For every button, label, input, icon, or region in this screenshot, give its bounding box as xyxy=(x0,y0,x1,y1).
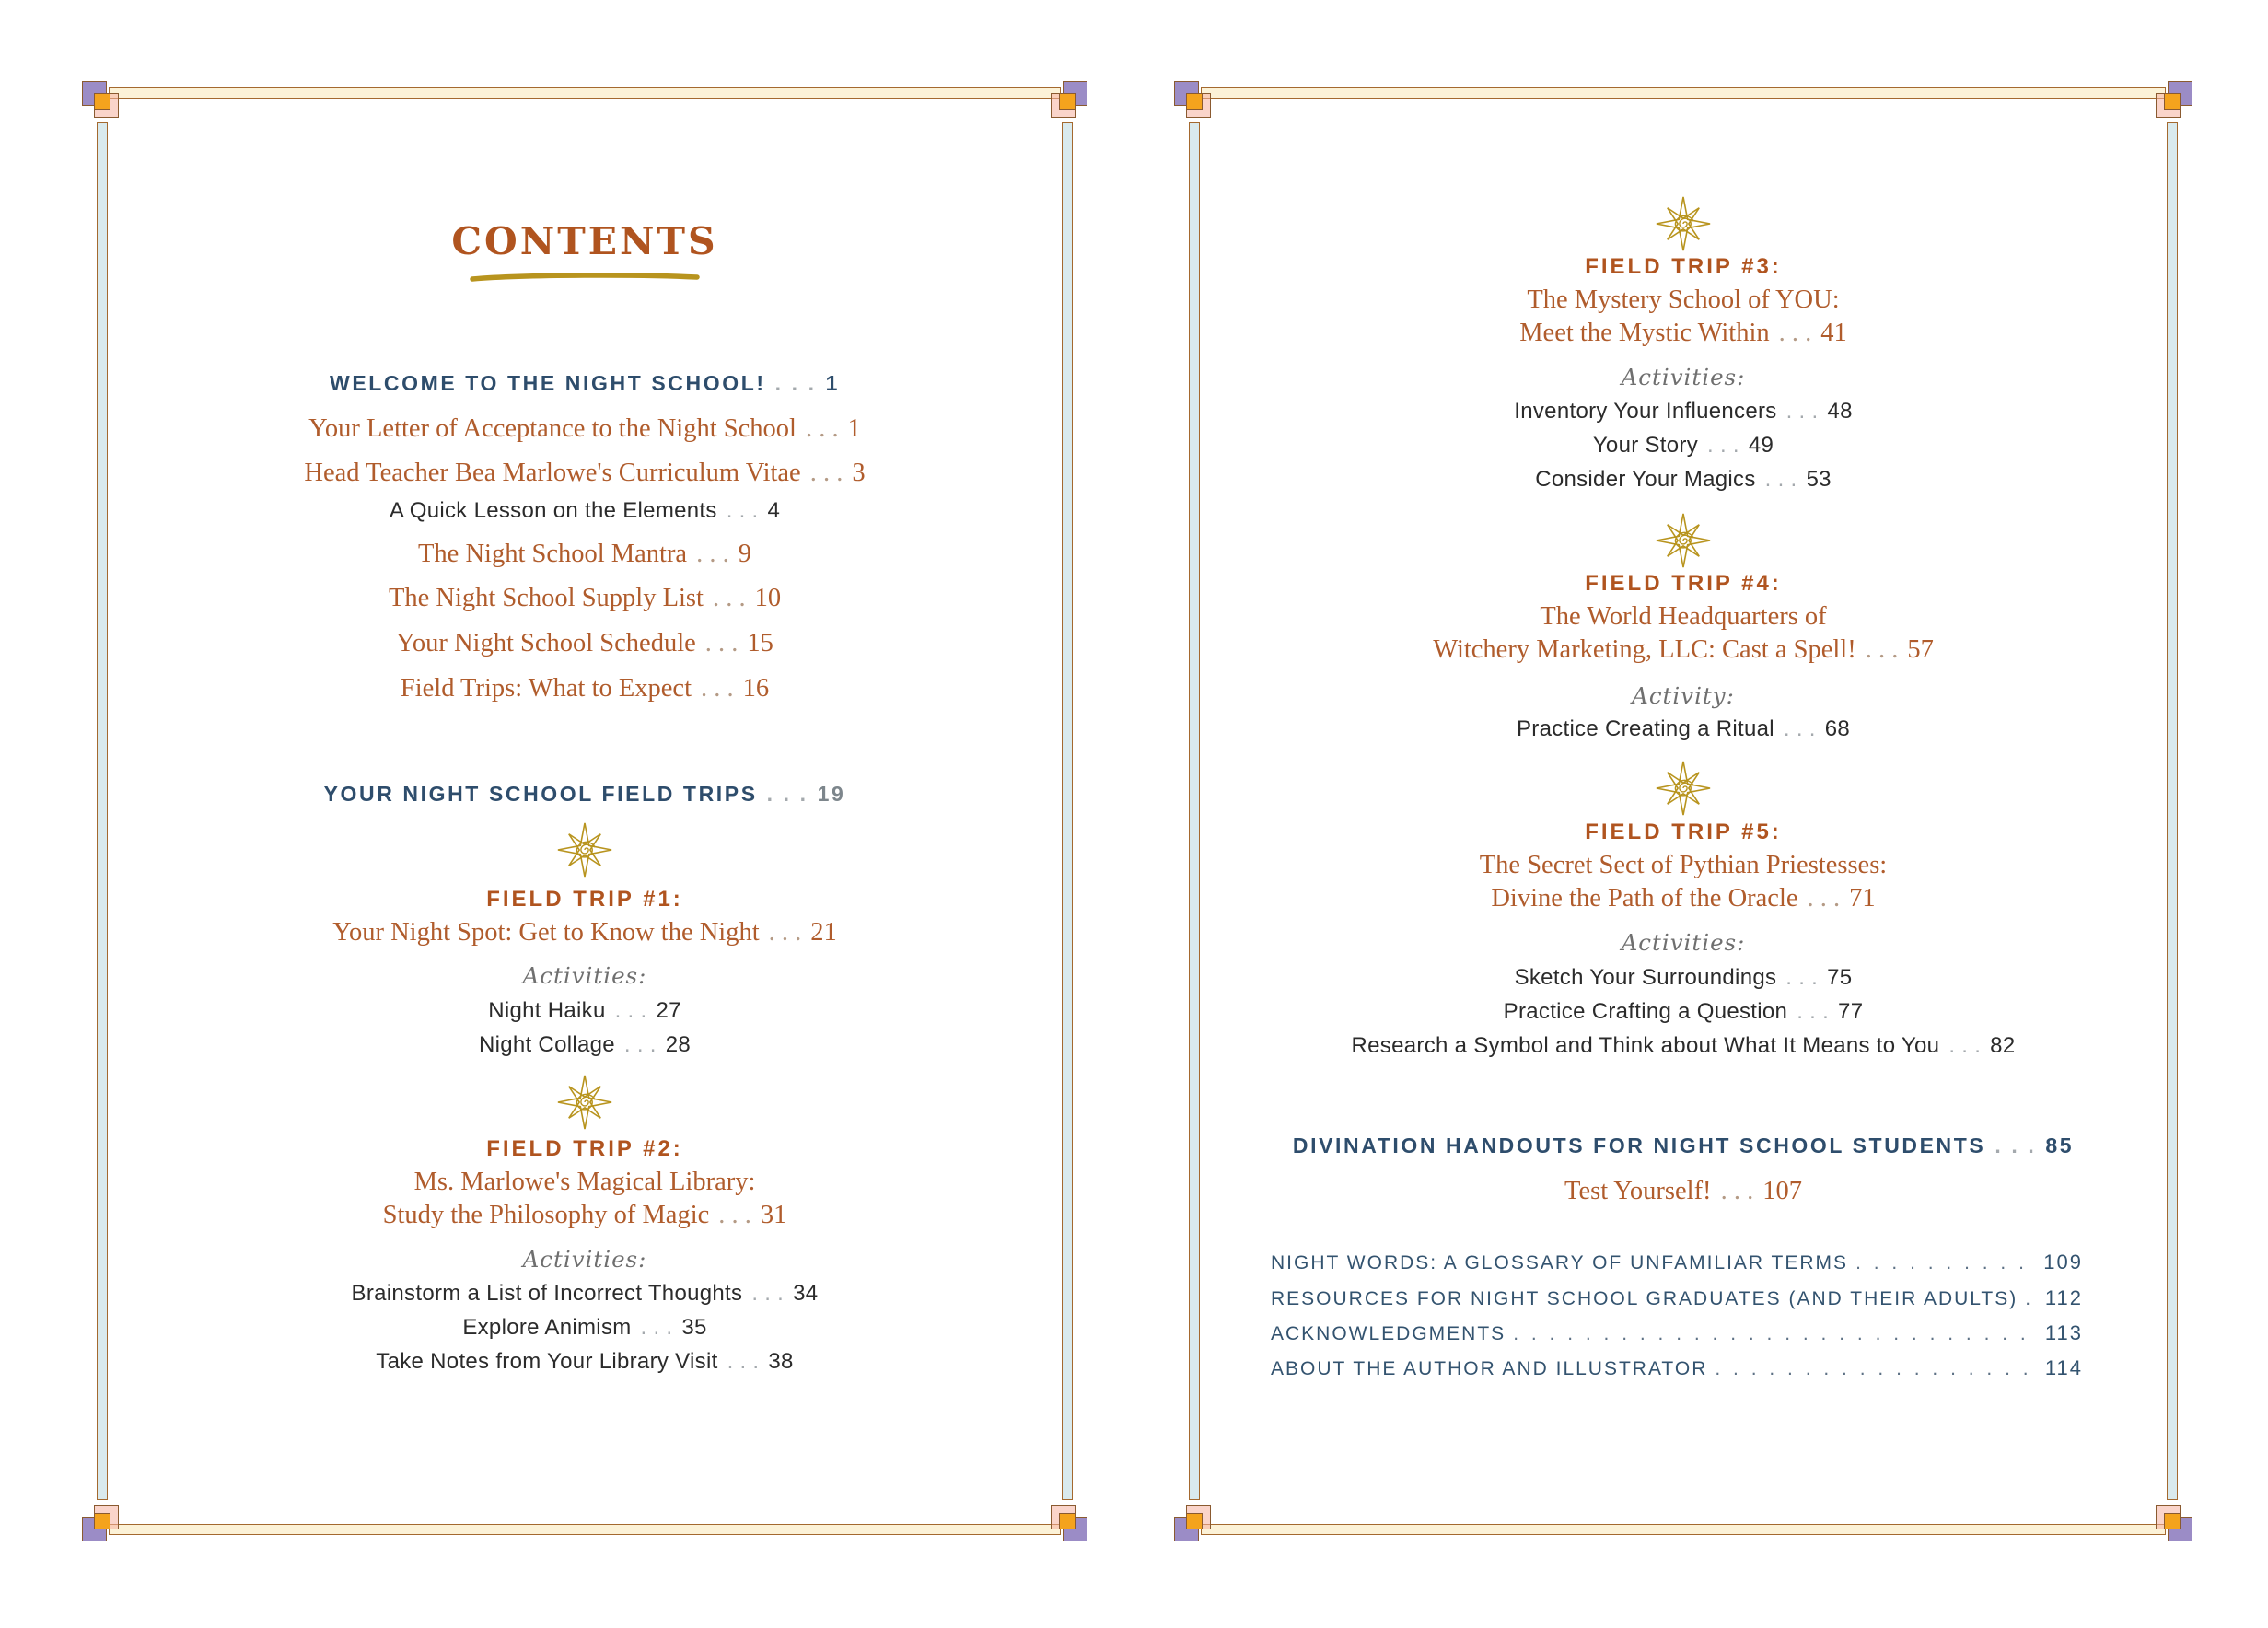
corner-ornament-bottom-right xyxy=(2154,1503,2192,1541)
activities-label: Activities: xyxy=(1621,929,1746,956)
dots-separator: . . . xyxy=(768,918,802,947)
toc-entry xyxy=(48,583,1122,614)
frame-band-top xyxy=(1201,87,2166,99)
toc-section-heading xyxy=(48,367,1122,399)
dots-separator: . . . xyxy=(623,1032,657,1057)
frame-band-bottom xyxy=(109,1524,1061,1535)
entry-label: ACKNOWLEDGMENTS xyxy=(1271,1323,1506,1344)
page-left xyxy=(48,51,1122,1579)
dots-separator: . . . xyxy=(774,371,817,395)
entry-page-number: 113 xyxy=(2044,1321,2083,1344)
frame-band-bottom xyxy=(1201,1524,2166,1535)
entry-label: Inventory Your Influencers xyxy=(1514,399,1777,424)
entry-page-number: 1 xyxy=(847,414,861,443)
dots-separator: . . . xyxy=(696,540,729,568)
entry-label: The Night School Mantra xyxy=(418,540,688,568)
entry-label: Sketch Your Surroundings xyxy=(1514,965,1777,990)
activity-entry xyxy=(1140,1030,2227,1062)
entry-page-number: 9 xyxy=(738,540,751,568)
activity-entry xyxy=(1140,962,2227,994)
star-divider-icon xyxy=(1656,761,1711,816)
entry-label: DIVINATION HANDOUTS FOR NIGHT SCHOOL STUDENTS xyxy=(1292,1134,1986,1157)
entry-label: Brainstorm a List of Incorrect Thoughts xyxy=(351,1281,743,1306)
entry-page-number: 112 xyxy=(2044,1286,2083,1309)
dots-separator: . . . xyxy=(1865,635,1899,664)
dot-leader xyxy=(1513,1320,2038,1348)
entry-label: Practice Crafting a Question xyxy=(1503,999,1788,1024)
dots-separator: . . . xyxy=(727,1349,760,1374)
frame-band-top xyxy=(109,87,1061,99)
entry-page-number: 15 xyxy=(747,629,773,657)
dots-separator: . . . xyxy=(1797,999,1830,1024)
toc-entry xyxy=(48,1167,1122,1198)
entry-label: Night Collage xyxy=(478,1032,615,1057)
dots-separator: . . . xyxy=(1807,884,1841,913)
entry-label: Witchery Marketing, LLC: Cast a Spell! xyxy=(1433,635,1856,664)
entry-label: RESOURCES FOR NIGHT SCHOOL GRADUATES (AND THEIR ADULTS) xyxy=(1271,1288,2018,1309)
toc-entry xyxy=(1140,285,2227,316)
entry-label: Explore Animism xyxy=(462,1315,632,1340)
toc-entry xyxy=(48,495,1122,527)
entry-label: Ms. Marlowe's Magical Library: xyxy=(413,1168,756,1196)
activity-entry xyxy=(48,995,1122,1027)
corner-ornament-bottom-left xyxy=(82,1503,121,1541)
activity-entry xyxy=(1140,396,2227,427)
corner-ornament-top-right xyxy=(2154,81,2192,120)
toc-entry xyxy=(1140,318,2227,349)
toc-entry xyxy=(48,628,1122,659)
entry-page-number: 4 xyxy=(767,498,781,523)
entry-label: Meet the Mystic Within xyxy=(1519,319,1770,347)
entry-page-number: 10 xyxy=(754,584,782,612)
entry-page-number: 3 xyxy=(852,459,866,487)
entry-page-number: 1 xyxy=(825,371,840,395)
toc-entry xyxy=(48,1200,1122,1231)
entry-page-number: 75 xyxy=(1827,965,1853,990)
toc-section-heading xyxy=(1140,1130,2227,1161)
activity-entry xyxy=(48,1346,1122,1378)
page-title: CONTENTS xyxy=(451,219,718,263)
entry-page-number: 34 xyxy=(793,1281,819,1306)
dots-separator: . . . xyxy=(614,998,647,1023)
field-trip-heading: FIELD TRIP #3: xyxy=(1585,254,1782,279)
entry-label: Night Haiku xyxy=(488,998,606,1023)
entry-page-number: 35 xyxy=(681,1315,707,1340)
star-divider-icon xyxy=(557,1075,612,1130)
corner-ornament-top-right xyxy=(1049,81,1087,120)
toc-entry xyxy=(1140,883,2227,914)
toc-section-heading xyxy=(48,778,1122,809)
entry-label: The Mystery School of YOU: xyxy=(1527,285,1840,314)
entry-label: ABOUT THE AUTHOR AND ILLUSTRATOR xyxy=(1271,1358,1708,1379)
field-trip-heading: FIELD TRIP #4: xyxy=(1585,571,1782,596)
toc-entry xyxy=(1140,634,2227,666)
toc-entry xyxy=(1140,1176,2227,1207)
activity-entry xyxy=(1140,996,2227,1028)
dots-separator: . . . xyxy=(640,1315,673,1340)
entry-label: Test Yourself! xyxy=(1564,1177,1712,1205)
activity-entry xyxy=(48,1029,1122,1061)
field-trip-heading: FIELD TRIP #2: xyxy=(486,1136,683,1161)
dots-separator: . . . xyxy=(1948,1033,1982,1058)
activities-label: Activities: xyxy=(522,1246,647,1273)
entry-label: Your Story xyxy=(1592,433,1699,458)
dot-leader xyxy=(1855,1250,2036,1277)
entry-label: Your Night School Schedule xyxy=(396,629,696,657)
dots-separator: . . . xyxy=(809,459,843,487)
entry-label: The World Headquarters of xyxy=(1540,602,1827,631)
entry-page-number: 68 xyxy=(1824,716,1851,741)
activities-label: Activities: xyxy=(1621,364,1746,390)
entry-page-number: 107 xyxy=(1762,1177,1802,1205)
entry-page-number: 82 xyxy=(1990,1033,2016,1058)
entry-page-number: 77 xyxy=(1838,999,1864,1024)
dots-separator: . . . xyxy=(1783,716,1816,741)
star-divider-icon xyxy=(1656,513,1711,568)
back-matter-row xyxy=(1271,1285,2083,1313)
dots-separator: . . . xyxy=(704,629,739,657)
entry-page-number: 114 xyxy=(2044,1356,2083,1379)
corner-ornament-bottom-right xyxy=(1049,1503,1087,1541)
dots-separator: . . . xyxy=(1764,467,1797,492)
entry-page-number: 57 xyxy=(1907,635,1934,664)
dots-separator: . . . xyxy=(1785,399,1819,424)
dots-separator: . . . xyxy=(1720,1177,1754,1205)
dot-leader xyxy=(1715,1355,2038,1383)
back-matter-row xyxy=(1271,1249,2083,1277)
dot-leader xyxy=(2025,1285,2038,1313)
activities-label: Activity: xyxy=(1632,682,1735,709)
dots-separator: . . . xyxy=(701,674,734,703)
title-underline xyxy=(469,272,701,283)
entry-page-number: 85 xyxy=(2045,1134,2075,1157)
back-matter-row xyxy=(1271,1355,2083,1383)
entry-page-number: 49 xyxy=(1748,433,1774,458)
star-divider-icon xyxy=(557,822,612,878)
entry-page-number: 27 xyxy=(656,998,681,1023)
entry-label: Head Teacher Bea Marlowe's Curriculum Vitae xyxy=(304,459,801,487)
entry-label: Practice Creating a Ritual xyxy=(1516,716,1774,741)
entry-label: NIGHT WORDS: A GLOSSARY OF UNFAMILIAR TERMS xyxy=(1271,1252,1849,1273)
dots-separator: . . . xyxy=(751,1281,785,1306)
corner-ornament-bottom-left xyxy=(1174,1503,1213,1541)
toc-entry xyxy=(48,539,1122,570)
entry-page-number: 28 xyxy=(665,1032,692,1057)
entry-page-number: 41 xyxy=(1820,319,1847,347)
dots-separator: . . . xyxy=(766,782,808,806)
entry-label: The Night School Supply List xyxy=(388,584,704,612)
entry-page-number: 71 xyxy=(1849,884,1876,913)
toc-entry xyxy=(48,458,1122,489)
entry-page-number: 21 xyxy=(810,918,837,947)
field-trip-heading: FIELD TRIP #1: xyxy=(486,887,683,912)
star-divider-icon xyxy=(1656,196,1711,251)
dots-separator: . . . xyxy=(1778,319,1812,347)
entry-label: Research a Symbol and Think about What It Means to You xyxy=(1351,1033,1940,1058)
entry-label: A Quick Lesson on the Elements xyxy=(389,498,717,523)
dots-separator: . . . xyxy=(1707,433,1739,458)
entry-page-number: 16 xyxy=(742,674,770,703)
field-trip-heading: FIELD TRIP #5: xyxy=(1585,820,1782,844)
dots-separator: . . . xyxy=(1785,965,1819,990)
entry-page-number: 38 xyxy=(768,1349,794,1374)
page-right xyxy=(1140,51,2227,1579)
corner-ornament-top-left xyxy=(82,81,121,120)
entry-page-number: 48 xyxy=(1827,399,1853,424)
corner-ornament-top-left xyxy=(1174,81,1213,120)
dots-separator: . . . xyxy=(1995,1134,2037,1157)
entry-label: The Secret Sect of Pythian Priestesses: xyxy=(1479,851,1888,879)
toc-entry xyxy=(1140,601,2227,633)
entry-label: Field Trips: What to Expect xyxy=(400,674,692,703)
entry-label: Your Night Spot: Get to Know the Night xyxy=(332,918,760,947)
entry-page-number: 19 xyxy=(817,782,846,806)
entry-label: Divine the Path of the Oracle xyxy=(1491,884,1798,913)
entry-label: YOUR NIGHT SCHOOL FIELD TRIPS xyxy=(323,782,758,806)
activity-entry xyxy=(1140,464,2227,495)
back-matter-row xyxy=(1271,1320,2083,1348)
dots-separator: . . . xyxy=(805,414,839,443)
activity-entry xyxy=(48,1312,1122,1343)
activities-label: Activities: xyxy=(522,962,647,989)
entry-label: Take Notes from Your Library Visit xyxy=(376,1349,718,1374)
toc-entry xyxy=(48,917,1122,948)
activity-entry xyxy=(48,1278,1122,1309)
entry-page-number: 109 xyxy=(2043,1250,2083,1273)
entry-page-number: 53 xyxy=(1806,467,1832,492)
activity-entry xyxy=(1140,430,2227,461)
dots-separator: . . . xyxy=(726,498,759,523)
entry-label: WELCOME TO THE NIGHT SCHOOL! xyxy=(330,371,766,395)
entry-label: Consider Your Magics xyxy=(1535,467,1756,492)
toc-entry xyxy=(48,413,1122,445)
entry-label: Your Letter of Acceptance to the Night School xyxy=(308,414,797,443)
dots-separator: . . . xyxy=(718,1201,751,1229)
toc-entry xyxy=(48,673,1122,704)
entry-label: Study the Philosophy of Magic xyxy=(382,1201,710,1229)
entry-page-number: 31 xyxy=(760,1201,787,1229)
activity-entry xyxy=(1140,714,2227,745)
dots-separator: . . . xyxy=(712,584,746,612)
toc-entry xyxy=(1140,850,2227,881)
